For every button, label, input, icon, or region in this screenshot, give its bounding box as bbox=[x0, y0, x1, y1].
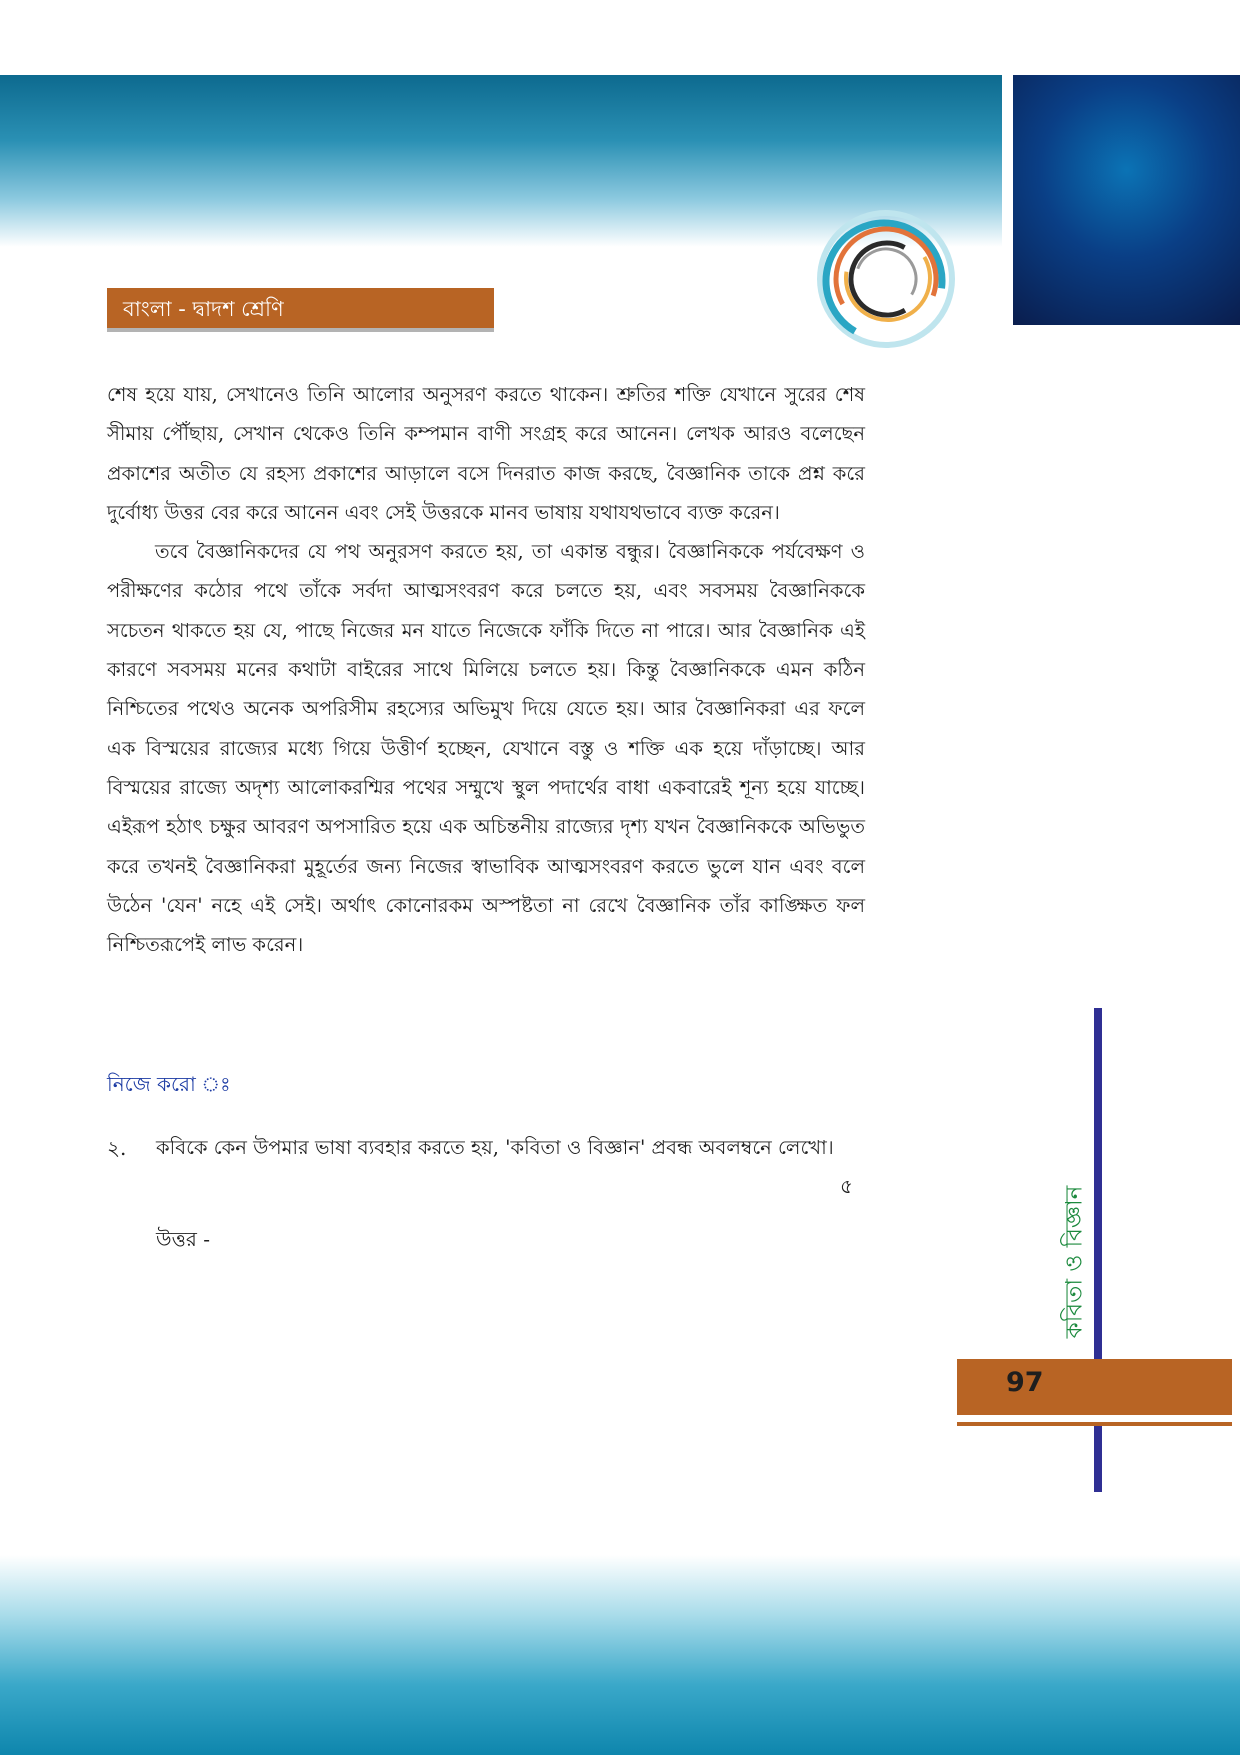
footer-gradient-band bbox=[0, 1555, 1240, 1755]
question-text: কবিকে কেন উপমার ভাষা ব্যবহার করতে হয়, 'কবিতা ও বিজ্ঞান' প্রবন্ধ অবলম্বনে লেখো। bbox=[156, 1136, 834, 1159]
side-rule bbox=[1094, 1008, 1102, 1492]
page-number: 97 bbox=[1006, 1367, 1044, 1398]
question-marks: ৫ bbox=[840, 1174, 853, 1198]
page-number-box bbox=[957, 1359, 1232, 1415]
subject-label: বাংলা - দ্বাদশ শ্রেণি bbox=[123, 297, 284, 321]
header-divider bbox=[1002, 75, 1013, 325]
exercise-heading: নিজে করো ঃ bbox=[107, 1072, 231, 1096]
paragraph: তবে বৈজ্ঞানিকদের যে পথ অনুরসণ করতে হয়, তা একান্ত বন্ধুর। বৈজ্ঞানিককে পর্যবেক্ষণ ও পরীক্ষণের কঠোর পথে তাঁকে সর্বদা আত্মসংবরণ করে চলতে হয়, এবং সবসময় বৈজ্ঞানিককে সচেতন থাকতে হয় যে, পাছে নিজের মন যাতে নিজেকে ফাঁকি দিতে না পারে। আর বৈজ্ঞানিক এই কারণে সবসময় মনের কথাটা বাইরের সাথে মিলিয়ে চলতে হয়। কিন্তু বৈজ্ঞানিককে এমন কঠিন নিশ্চিতের পথেও অনেক অপরিসীম রহস্যের অভিমুখ দিয়ে যেতে হয়। আর বৈজ্ঞানিকরা এর ফলে এক বিস্ময়ের রাজ্যের মধ্যে গিয়ে উত্তীর্ণ হচ্ছেন, যেখানে বস্তু ও শক্তি এক হয়ে দাঁড়াচ্ছে। আর বিস্ময়ের রাজ্যে অদৃশ্য আলোকরশ্মির পথের সম্মুখে স্থুল পদার্থের বাধা একবারেই শূন্য হয়ে যাচ্ছে। এইরূপ হঠাৎ চক্ষুর আবরণ অপসারিত হয়ে এক অচিন্তনীয় রাজ্যের দৃশ্য যখন বৈজ্ঞানিককে অভিভুত করে তখনই বৈজ্ঞানিকরা মুহূর্তের জন্য নিজের স্বাভাবিক আত্মসংবরণ করতে ভুলে যান এবং বলে উঠেন 'যেন' নহে এই সেই। অর্থাৎ কোনোরকম অস্পষ্টতা না রেখে বৈজ্ঞানিক তাঁর কাঙ্ক্ষিত ফল নিশ্চিতরূপেই লাভ করেন। bbox=[107, 540, 865, 957]
header-corner-panel bbox=[1013, 75, 1240, 325]
subject-header bbox=[107, 288, 494, 328]
body-text bbox=[107, 375, 865, 964]
chapter-title: কবিতা ও বিজ্ঞান bbox=[1061, 1185, 1088, 1339]
answer-label: উত্তর - bbox=[156, 1227, 210, 1251]
question-number: ২. bbox=[107, 1136, 127, 1160]
paragraph: শেষ হয়ে যায়, সেখানেও তিনি আলোর অনুসরণ করতে থাকেন। শ্রুতির শক্তি যেখানে সুরের শেষ সীমায় পৌঁছায়, সেখান থেকেও তিনি কম্পমান বাণী সংগ্রহ করে আনেন। লেখক আরও বলেছেন প্রকাশের অতীত যে রহস্য প্রকাশের আড়ালে বসে দিনরাত কাজ করছে, বৈজ্ঞানিক তাকে প্রশ্ন করে দুর্বোধ্য উত্তর বের করে আনেন এবং সেই উত্তরকে মানব ভাষায় যথাযথভাবে ব্যক্ত করেন। bbox=[107, 383, 865, 524]
concentric-rings-logo-icon bbox=[812, 205, 960, 353]
